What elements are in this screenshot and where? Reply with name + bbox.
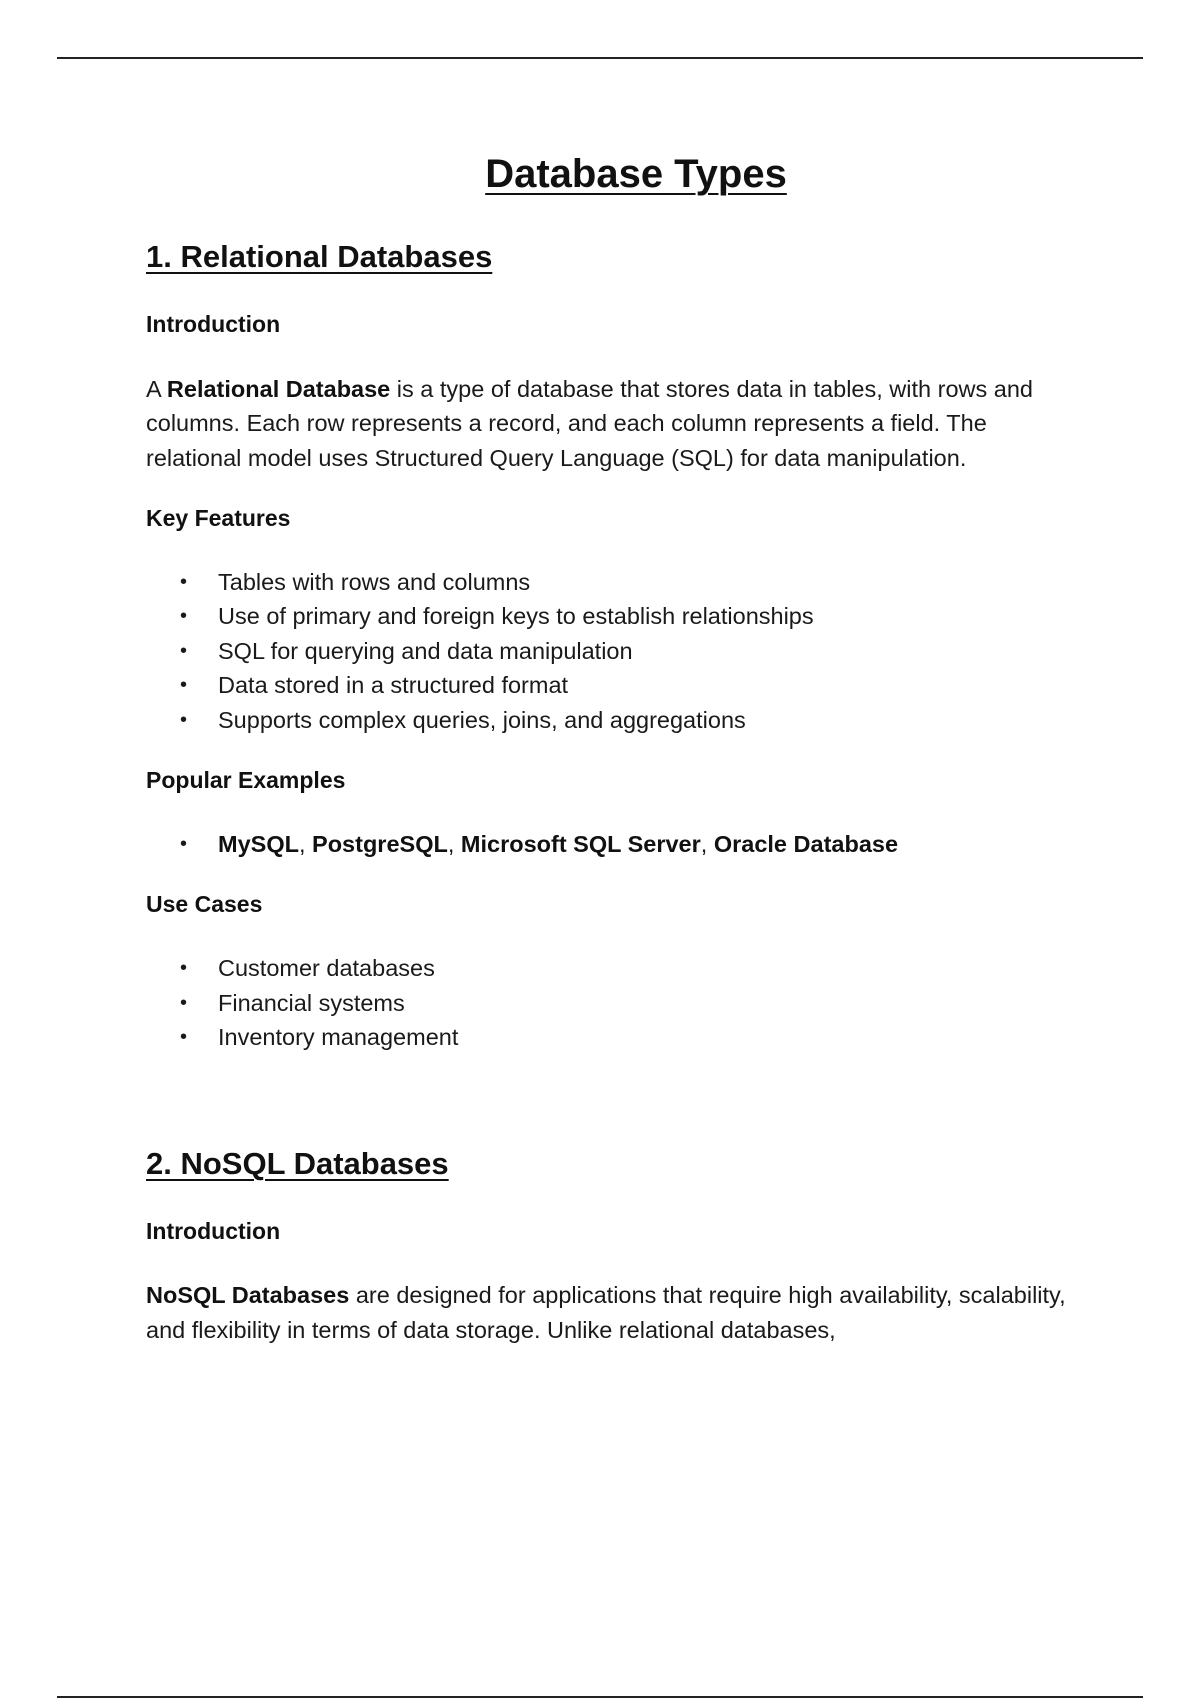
list-item: • Supports complex queries, joins, and aggregations [146,703,1076,738]
intro-subheading: Introduction [146,311,281,338]
list-item [146,827,1076,862]
intro-bold-term: NoSQL Databases [146,1282,350,1309]
separator: , [700,830,714,857]
intro-paragraph [146,1278,1076,1347]
example-postgresql: PostgreSQL [312,830,448,857]
page-top-rule [57,57,1143,59]
features-subheading: Key Features [146,505,291,532]
features-list [146,565,1076,738]
example-mssql: Microsoft SQL Server [460,830,701,857]
example-oracle: Oracle Database [713,830,899,857]
list-item: • Customer databases [146,951,1076,986]
page-bottom-rule [57,1696,1143,1698]
separator: , [298,830,313,857]
list-item: • Tables with rows and columns [146,565,1076,600]
section-nosql [146,1145,1076,1348]
list-item: • Inventory management [146,1020,1076,1055]
usecases-list [146,951,1076,1055]
examples-subheading: Popular Examples [146,767,346,794]
page-title: Database Types [485,152,787,196]
separator: , [447,830,461,857]
section-heading: 2. NoSQL Databases [146,1145,449,1181]
section-heading: 1. Relational Databases [146,239,493,274]
intro-text: is a type of database that stores data in tables, with rows and columns. Each row represents a record, and each column represents a field. The relational model uses Structured Query Language (SQL) for data manipulation. [146,375,1033,471]
intro-prefix: A [146,375,167,402]
examples-list [146,827,1076,862]
list-item: • Financial systems [146,986,1076,1021]
list-item: • Use of primary and foreign keys to establish relationships [146,599,1076,634]
section-relational [146,238,1076,1055]
list-item: • SQL for querying and data manipulation [146,634,1076,669]
usecases-subheading: Use Cases [146,891,263,918]
intro-text: are designed for applications that require high availability, scalability, and flexibility in terms of data storage. Unlike relational databases, [146,1282,1066,1343]
intro-subheading: Introduction [146,1217,281,1244]
example-mysql: MySQL [218,830,299,857]
list-item: • Data stored in a structured format [146,668,1076,703]
intro-bold-term: Relational Database [166,375,391,402]
document-body [146,100,1076,1347]
intro-paragraph [146,372,1076,476]
